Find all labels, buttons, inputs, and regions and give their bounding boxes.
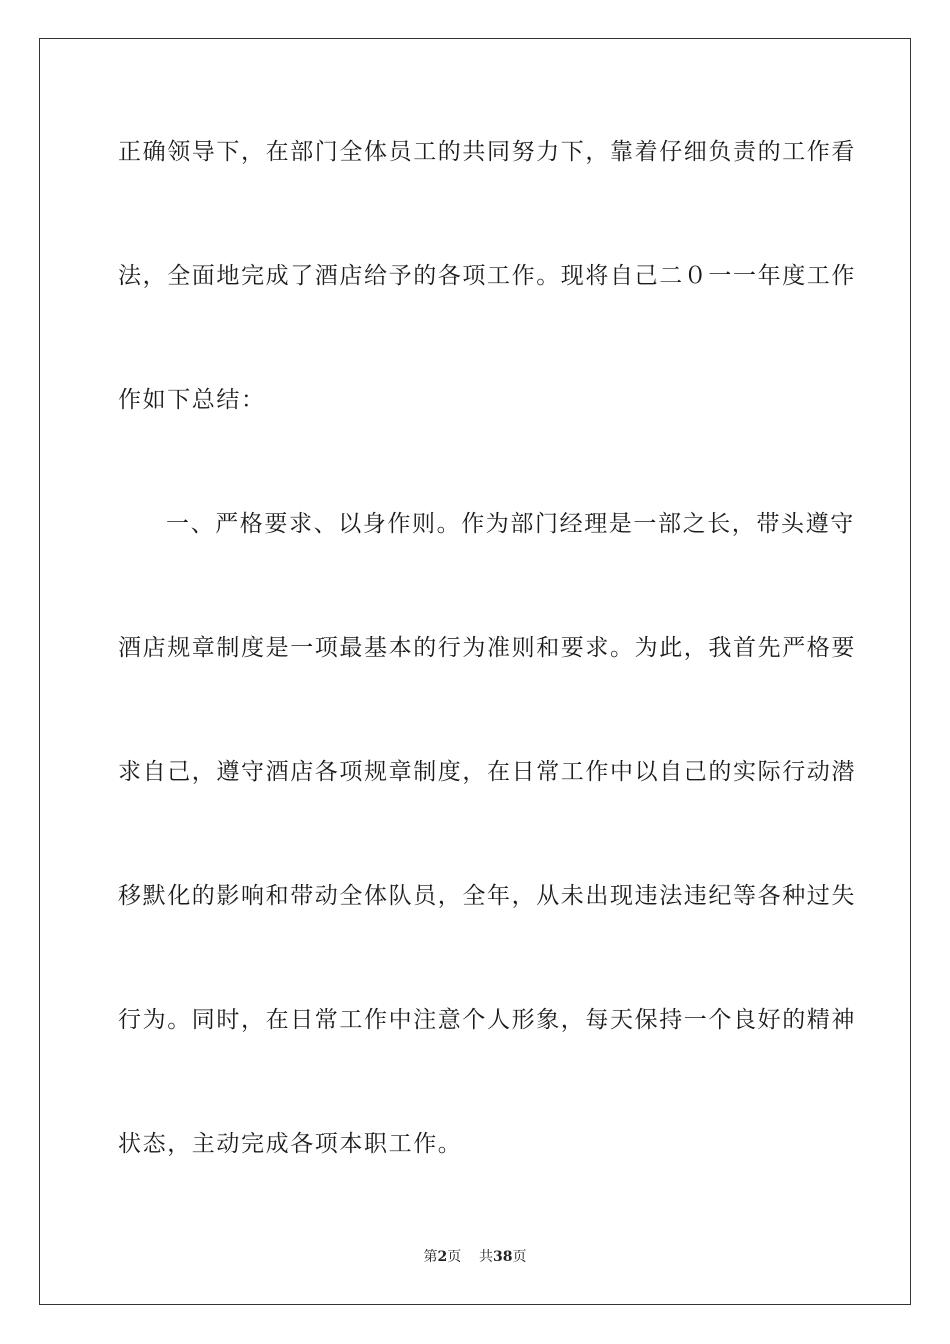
- body-line-2: 法，全面地完成了酒店给予的各项工作。现将自己二０一一年度工作: [118, 263, 856, 289]
- total-suffix: 页: [512, 1249, 527, 1265]
- total-prefix: 共: [479, 1249, 494, 1265]
- body-line-6: 求自己，遵守酒店各项规章制度，在日常工作中以自己的实际行动潜: [118, 759, 856, 785]
- body-line-5: 酒店规章制度是一项最基本的行为准则和要求。为此，我首先严格要: [118, 635, 856, 661]
- page-footer: [0, 1246, 950, 1266]
- page-suffix: 页: [447, 1249, 462, 1265]
- body-line-8: 行为。同时，在日常工作中注意个人形象，每天保持一个良好的精神: [118, 1007, 856, 1033]
- body-line-3: 作如下总结：: [118, 387, 266, 413]
- page-prefix: 第: [423, 1249, 438, 1265]
- page-number: 2: [437, 1249, 448, 1265]
- body-line-1: 正确领导下，在部门全体员工的共同努力下，靠着仔细负责的工作看: [118, 139, 856, 165]
- body-line-4-paragraph-start: 一、严格要求、以身作则。作为部门经理是一部之长，带头遵守: [166, 511, 855, 537]
- body-line-7: 移默化的影响和带动全体队员，全年，从未出现违法违纪等各种过失: [118, 883, 856, 909]
- page-frame: [39, 38, 911, 1305]
- total-pages: 38: [493, 1249, 513, 1265]
- body-line-9: 状态，主动完成各项本职工作。: [118, 1131, 463, 1157]
